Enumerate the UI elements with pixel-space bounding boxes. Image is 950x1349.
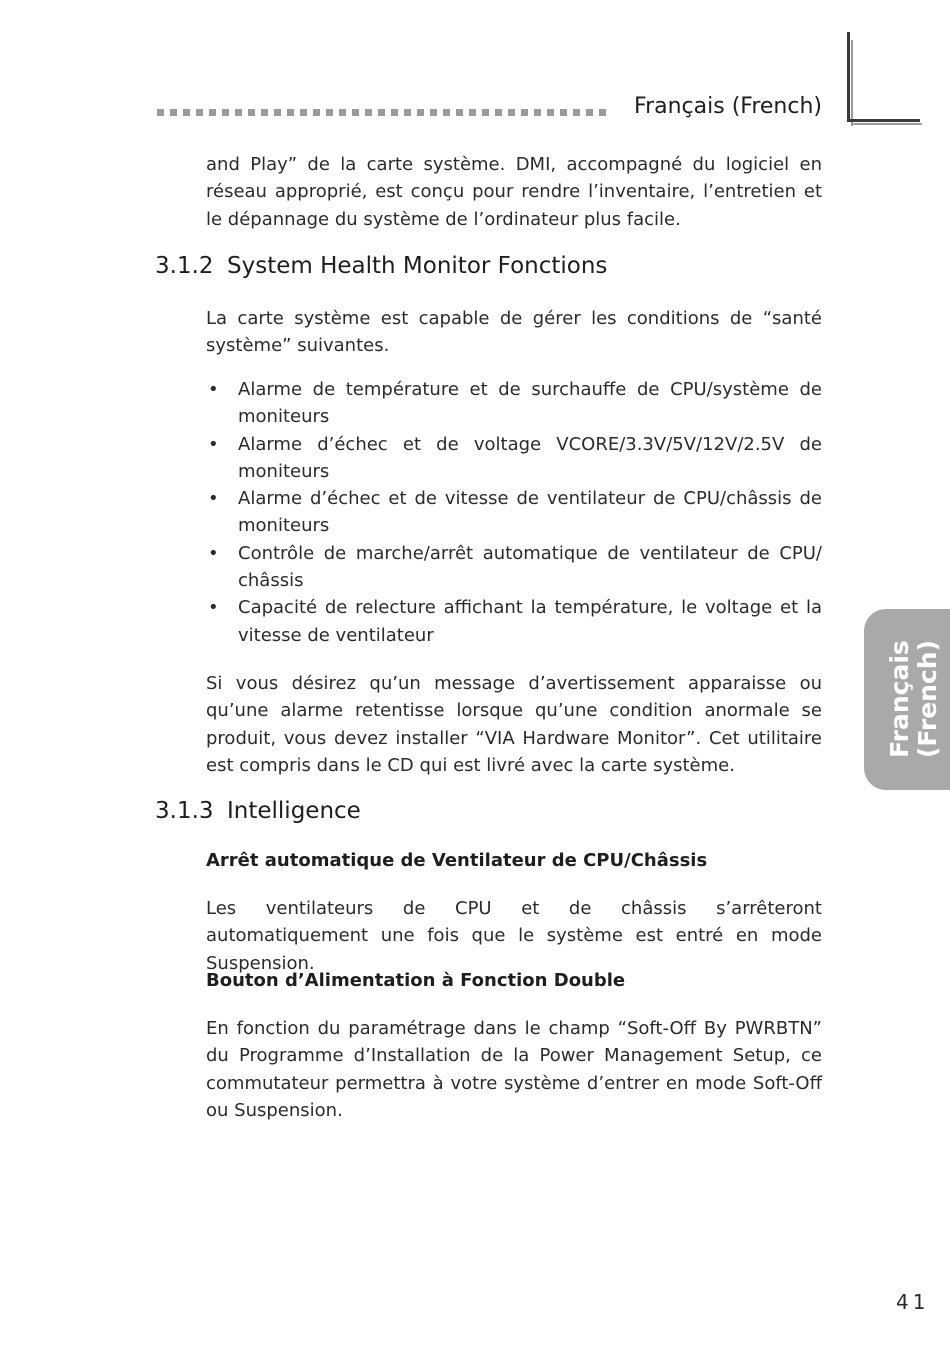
section-heading-3-1-3 [155,798,361,824]
header-title: Français (French) [634,94,822,119]
list-item: • Alarme d’échec et de voltage VCORE/3.3V/5V/12V/2.5V de moniteurs [206,431,822,486]
side-tab-label: Français (French) [885,639,942,759]
section-intro-paragraph: La carte système est capable de gérer les conditions de “santé système” suivantes. [206,308,822,357]
section-outro-paragraph: Si vous désirez qu’un message d’avertissement apparaisse ou qu’une alarme retentisse lorsque qu’une condition anormale se produit, vous devez installer “VIA Hardware Monitor”. Cet utilitaire est compris dans le CD qui est livré avec la carte système. [206,673,822,776]
section-heading-3-1-2 [155,253,607,279]
page-number: 41 [896,1290,930,1314]
power-button-paragraph: En fonction du paramétrage dans le champ “Soft-Off By PWRBTN” du Programme d’Installation de la Power Management Setup, ce commutateur permettra à votre système d’entrer en mode Soft-Off ou Suspension. [206,1018,822,1121]
language-side-tab [864,609,950,790]
header-dot-rule [157,109,606,116]
health-monitor-list [206,376,822,649]
bullet-icon: • [208,488,219,510]
fan-off-paragraph: Les ventilateurs de CPU et de châssis s’arrêteront automatiquement une fois que le système est entré en mode Suspension. [206,898,822,974]
list-item: • Alarme d’échec et de vitesse de ventilateur de CPU/châssis de moniteurs [206,485,822,540]
section-number: 3.1.2 [155,253,214,279]
intro-paragraph: and Play” de la carte système. DMI, accompagné du logiciel en réseau approprié, est conçu pour rendre l’inventaire, l’entretien et le dépannage du système de l’ordinateur plus facile. [206,154,822,230]
section-number: 3.1.3 [155,798,214,824]
bullet-icon: • [208,433,219,455]
section-title: System Health Monitor Fonctions [227,253,608,279]
list-item: • Contrôle de marche/arrêt automatique de ventilateur de CPU/ châssis [206,540,822,595]
subheading-power-button: Bouton d’Alimentation à Fonction Double [206,970,626,991]
subheading-fan-off: Arrêt automatique de Ventilateur de CPU/Châssis [206,850,708,871]
section-title: Intelligence [227,798,361,824]
bullet-icon: • [208,379,219,400]
bullet-icon: • [208,542,219,564]
list-item: • Capacité de relecture affichant la température, le voltage et la vitesse de ventilateur [206,594,822,649]
bullet-icon: • [208,597,219,619]
list-item: • Alarme de température et de surchauffe de CPU/système de moniteurs [206,376,822,431]
